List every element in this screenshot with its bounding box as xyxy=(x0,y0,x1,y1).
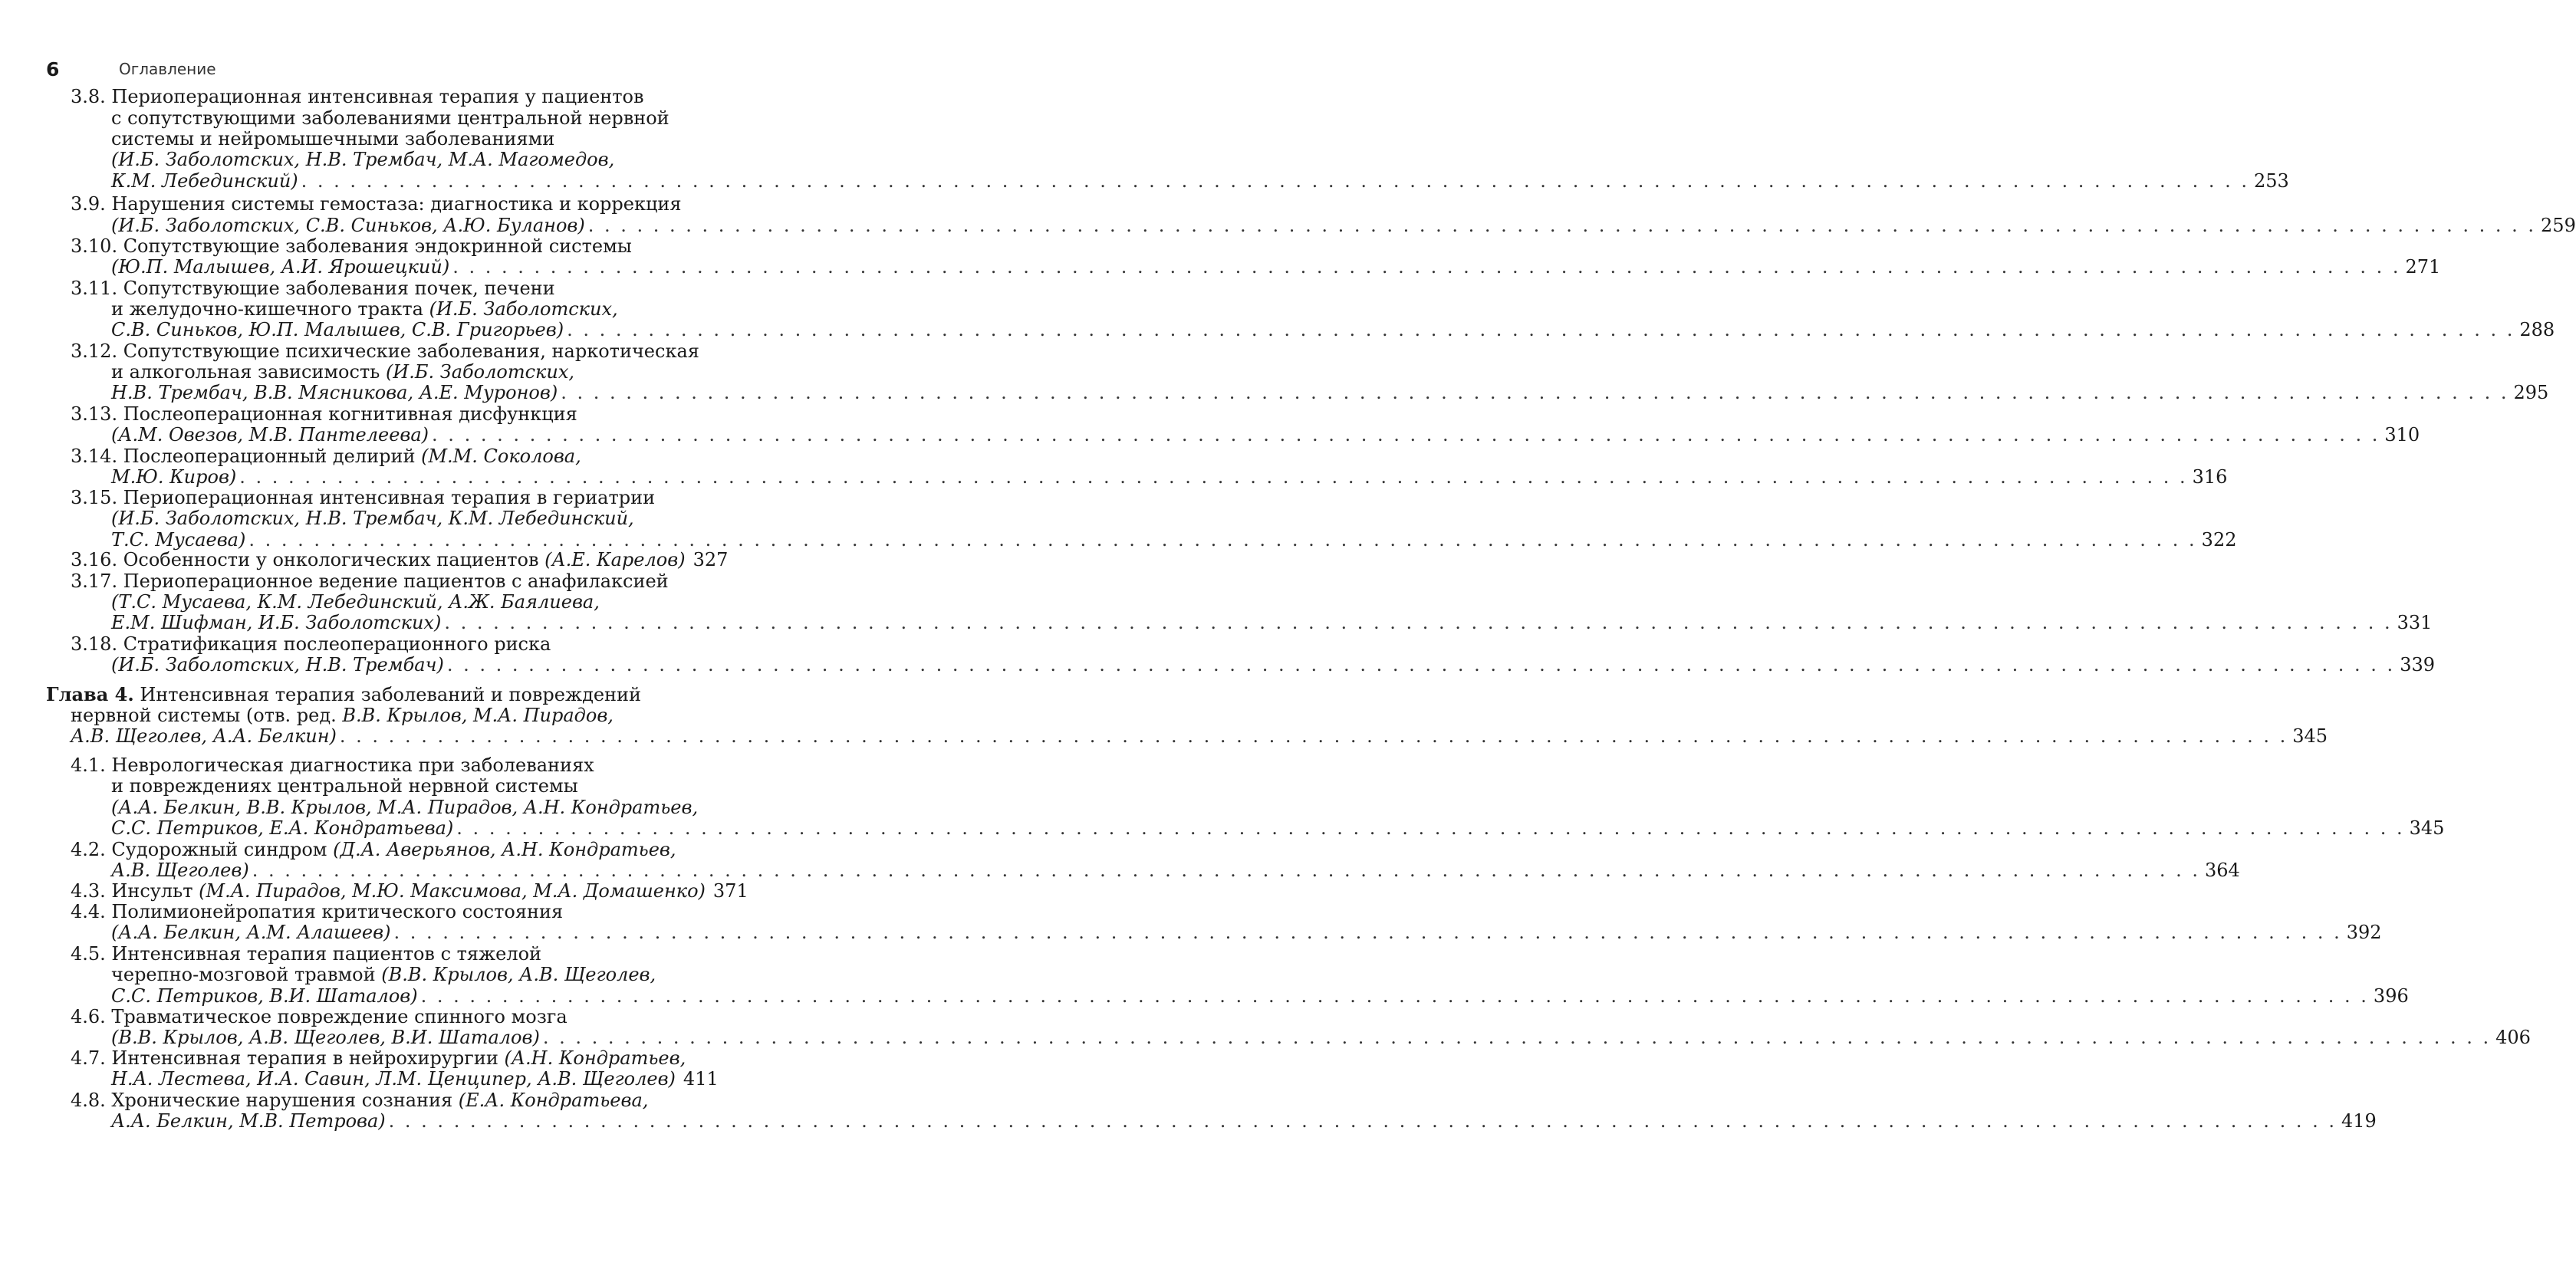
toc-entry-text xyxy=(111,797,698,818)
toc-entry-title: 3.10. Сопутствующие заболевания эндокринной системы xyxy=(71,235,632,257)
toc-entry-title: Т.С. Мусаева) xyxy=(111,529,246,551)
toc-entry-line xyxy=(71,278,555,299)
toc-entry-title: (В.В. Крылов, А.В. Щеголев, В.И. Шаталов) xyxy=(111,1027,540,1048)
toc-entry-authors: (Е.А. Кондратьева, xyxy=(458,1090,649,1111)
toc-entry-line xyxy=(71,839,676,860)
dot-leader: . . . . . . . . . . . . . . . . . . . . . . . . . . . . . . . . . . . . . . . . . . . . . . . . . . . . . . . . . . . . . . . . . . . . . . . . . . . . . . . . . . . . . . . . . . . . . . . . . . . . . . . . . . . . . . . . . . . . . . . . xyxy=(567,319,2515,340)
toc-entry-last-line xyxy=(111,1068,719,1090)
toc-entry-text xyxy=(111,654,444,676)
toc-entry-text xyxy=(111,107,669,129)
dot-leader: . . . . . . . . . . . . . . . . . . . . . . . . . . . . . . . . . . . . . . . . . . . . . . . . . . . . . . . . . . . . . . . . . . . . . . . . . . . . . . . . . . . . . . . . . . . . . . . . . . . . . . . . . . . . . . . . . . . . . . . . xyxy=(339,725,2288,747)
toc-entry-text xyxy=(111,215,585,236)
toc-entry-line xyxy=(111,128,554,150)
toc-entry-text xyxy=(111,1068,676,1090)
toc-page-number[interactable]: 271 xyxy=(2405,256,2441,278)
toc-entry-text xyxy=(71,278,555,299)
toc-entry-title: 4.2. Судорожный синдром xyxy=(71,839,327,860)
toc-entry-last-line xyxy=(71,725,2328,747)
toc-entry-title: 3.9. Нарушения системы гемостаза: диагностика и коррекция xyxy=(71,193,682,215)
toc-entry-last-line xyxy=(111,382,2549,403)
toc-entry-text xyxy=(71,901,563,922)
toc-entry-last-line xyxy=(111,654,2435,676)
toc-entry-title: (Ю.П. Малышев, А.И. Ярошецкий) xyxy=(111,256,450,278)
toc-page-number[interactable]: 364 xyxy=(2205,860,2240,881)
toc-entry-line xyxy=(71,633,551,655)
toc-entry-last-line xyxy=(111,529,2237,551)
dot-leader: . . . . . . . . . . . . . . . . . . . . . . . . . . . . . . . . . . . . . . . . . . . . . . . . . . . . . . . . . . . . . . . . . . . . . . . . . . . . . . . . . . . . . . . . . . . . . . . . . . . . . . . . . . . . . . . . . . . . . . . . xyxy=(542,1027,2492,1048)
toc-entry-title: 3.14. Послеоперационный делирий xyxy=(71,445,416,467)
toc-entry-title: 3.8. Периоперационная интенсивная терапия у пациентов xyxy=(71,86,644,107)
toc-entry-text xyxy=(111,382,558,403)
toc-entry-line xyxy=(71,403,577,425)
toc-entry-last-line xyxy=(111,1110,2377,1132)
toc-page-number[interactable]: 406 xyxy=(2495,1027,2531,1048)
toc-entry-text xyxy=(71,1006,568,1027)
toc-entry-title: (И.Б. Заболотских, Н.В. Трембач) xyxy=(111,654,444,676)
toc-entry-title: С.С. Петриков, В.И. Шаталов) xyxy=(111,985,418,1007)
toc-page-number[interactable]: 345 xyxy=(2409,817,2445,839)
toc-entry-text xyxy=(111,591,600,613)
toc-entry-text xyxy=(111,508,634,529)
toc-page-number[interactable]: 295 xyxy=(2513,382,2549,403)
toc-entry-title: 4.8. Хронические нарушения сознания xyxy=(71,1090,453,1111)
toc-entry-text xyxy=(71,235,632,257)
toc-entry-line xyxy=(71,943,541,965)
running-title: Оглавление xyxy=(119,60,216,78)
toc-entry-title: 4.1. Неврологическая диагностика при заболеваниях xyxy=(71,754,594,776)
toc-entry-text xyxy=(71,86,644,107)
dot-leader: . . . . . . . . . . . . . . . . . . . . . . . . . . . . . . . . . . . . . . . . . . . . . . . . . . . . . . . . . . . . . . . . . . . . . . . . . . . . . . . . . . . . . . . . . . . . . . . . . . . . . . . . . . . . . . . . . . . . . . . . xyxy=(444,612,2393,633)
running-head xyxy=(46,54,216,84)
toc-entry-title: (А.А. Белкин, В.В. Крылов, М.А. Пирадов, А.Н. Кондратьев, xyxy=(111,797,699,818)
toc-entry-line xyxy=(111,107,669,129)
toc-entry-last-line xyxy=(111,612,2433,633)
dot-leader: . . . . . . . . . . . . . . . . . . . . . . . . . . . . . . . . . . . . . . . . . . . . . . . . . . . . . . . . . . . . . . . . . . . . . . . . . . . . . . . . . . . . . . . . . . . . . . . . . . . . . . . . . . . . . . . . . . . . . . . . xyxy=(420,985,2369,1007)
toc-entry-line xyxy=(71,901,563,922)
toc-entry-title: (А.М. Овезов, М.В. Пантелеева) xyxy=(111,424,429,445)
toc-entry-text xyxy=(111,1027,540,1048)
toc-entry-title: Е.М. Шифман, И.Б. Заболотских) xyxy=(111,612,442,633)
toc-entry-text xyxy=(111,817,453,839)
toc-entry-text xyxy=(71,725,337,747)
toc-entry-title: С.С. Петриков, Е.А. Кондратьева) xyxy=(111,817,454,839)
toc-entry-text xyxy=(111,424,429,445)
dot-leader: . . . . . . . . . . . . . . . . . . . . . . . . . . . . . . . . . . . . . . . . . . . . . . . . . . . . . . . . . . . . . . . . . . . . . . . . . . . . . . . . . . . . . . . . . . . . . . . . . . . . . . . . . . . . . . . . . . . . . . . . xyxy=(456,817,2405,839)
toc-entry-title: 4.4. Полимионейропатия критического состояния xyxy=(71,901,564,922)
toc-page-number[interactable]: 411 xyxy=(683,1068,719,1090)
toc-entry-text xyxy=(111,922,390,943)
toc-entry-text xyxy=(111,860,249,881)
toc-entry-title: К.М. Лебединский) xyxy=(111,170,298,192)
toc-entry-line xyxy=(71,193,682,215)
toc-entry-text xyxy=(111,298,618,320)
toc-entry-text xyxy=(71,193,682,215)
dot-leader: . . . . . . . . . . . . . . . . . . . . . . . . . . . . . . . . . . . . . . . . . . . . . . . . . . . . . . . . . . . . . . . . . . . . . . . . . . . . . . . . . . . . . . . . . . . . . . . . . . . . . . . . . . . . . . . . . . . . . . . . xyxy=(301,170,2249,192)
toc-entry-line xyxy=(111,775,578,797)
toc-page-number[interactable]: 259 xyxy=(2541,215,2576,236)
toc-entry-line xyxy=(111,508,634,529)
toc-page-number[interactable]: 345 xyxy=(2292,725,2328,747)
toc-entry-text xyxy=(71,943,541,965)
toc-entry-title: 3.16. Особенности у онкологических пациентов xyxy=(71,549,539,570)
toc-entry-authors: (И.Б. Заболотских, xyxy=(429,298,618,320)
toc-entry-text xyxy=(111,466,236,488)
toc-page-number[interactable]: 371 xyxy=(712,880,748,902)
toc-entry-text xyxy=(71,880,706,902)
toc-entry-text xyxy=(71,570,669,592)
toc-entry-line xyxy=(71,487,655,508)
toc-entry-text xyxy=(71,705,614,726)
toc-entry-last-line xyxy=(111,1027,2531,1048)
toc-entry-line xyxy=(71,1006,568,1027)
toc-entry-line xyxy=(46,684,641,705)
toc-entry-title: 3.11. Сопутствующие заболевания почек, печени xyxy=(71,278,555,299)
toc-page-number[interactable]: 396 xyxy=(2373,985,2409,1007)
toc-entry-last-line xyxy=(111,922,2382,943)
toc-entry-line xyxy=(71,1047,686,1069)
toc-entry-text xyxy=(71,1047,686,1069)
toc-entry-title: 3.18. Стратификация послеоперационного риска xyxy=(71,633,551,655)
toc-entry-title: А.А. Белкин, М.В. Петрова) xyxy=(111,1110,386,1132)
toc-entry-last-line xyxy=(111,860,2240,881)
toc-entry-title: и желудочно-кишечного тракта xyxy=(111,298,423,320)
toc-entry-line xyxy=(71,1090,648,1111)
toc-entry-title: Н.В. Трембач, В.В. Мясникова, А.Е. Муронов) xyxy=(111,382,558,403)
toc-entry-line xyxy=(71,705,614,726)
toc-entry-line xyxy=(111,298,618,320)
toc-entry-title: 3.17. Периоперационное ведение пациентов с анафилаксией xyxy=(71,570,669,592)
toc-entry-text xyxy=(111,1110,386,1132)
chapter-label: Глава 4. xyxy=(46,683,134,705)
toc-entry-title: (И.Б. Заболотских, Н.В. Трембач, М.А. Магомедов, xyxy=(111,149,615,170)
toc-entry-text xyxy=(111,529,245,551)
toc-page-number[interactable]: 327 xyxy=(693,549,729,570)
toc-entry-title: (Т.С. Мусаева, К.М. Лебединский, А.Ж. Баялиева, xyxy=(111,591,600,613)
toc-entry-authors: (М.А. Пирадов, М.Ю. Максимова, М.А. Домашенко) xyxy=(199,880,706,902)
toc-entry-title: (И.Б. Заболотских, С.В. Синьков, А.Ю. Буланов) xyxy=(111,215,585,236)
toc-entry-title: М.Ю. Киров) xyxy=(111,466,237,488)
toc-entry-last-line xyxy=(111,466,2228,488)
toc-entry-title: С.В. Синьков, Ю.П. Малышев, С.В. Григорьев) xyxy=(111,319,564,340)
toc-entry-text xyxy=(111,361,574,383)
dot-leader: . . . . . . . . . . . . . . . . . . . . . . . . . . . . . . . . . . . . . . . . . . . . . . . . . . . . . . . . . . . . . . . . . . . . . . . . . . . . . . . . . . . . . . . . . . . . . . . . . . . . . . . . . . . . . . . . . . . . . . . . xyxy=(432,424,2380,445)
toc-entry-title: с сопутствующими заболеваниями центральной нервной xyxy=(111,107,669,129)
toc-entry-last-line xyxy=(111,170,2289,192)
toc-entry-title: Интенсивная терапия заболеваний и повреждений xyxy=(140,684,642,705)
toc-entry-title: системы и нейромышечными заболеваниями xyxy=(111,128,555,150)
dot-leader: . . . . . . . . . . . . . . . . . . . . . . . . . . . . . . . . . . . . . . . . . . . . . . . . . . . . . . . . . . . . . . . . . . . . . . . . . . . . . . . . . . . . . . . . . . . . . . . . . . . . . . . . . . . . . . . . . . . . . . . . xyxy=(239,466,2188,488)
toc-entry-title: нервной системы (отв. ред. xyxy=(71,705,337,726)
toc-entry-last-line xyxy=(111,319,2555,340)
toc-entry-line xyxy=(71,86,644,107)
toc-entry-text xyxy=(111,256,449,278)
toc-entry-line xyxy=(71,570,669,592)
dot-leader: . . . . . . . . . . . . . . . . . . . . . . . . . . . . . . . . . . . . . . . . . . . . . . . . . . . . . . . . . . . . . . . . . . . . . . . . . . . . . . . . . . . . . . . . . . . . . . . . . . . . . . . . . . . . . . . . . . . . . . . . xyxy=(561,382,2509,403)
toc-page-number[interactable]: 316 xyxy=(2192,466,2228,488)
toc-entry-last-line xyxy=(111,215,2576,236)
page-number: 6 xyxy=(46,58,60,81)
toc-entry-title: и повреждениях центральной нервной системы xyxy=(111,775,578,797)
toc-entry-text xyxy=(111,985,418,1007)
dot-leader: . . . . . . . . . . . . . . . . . . . . . . . . . . . . . . . . . . . . . . . . . . . . . . . . . . . . . . . . . . . . . . . . . . . . . . . . . . . . . . . . . . . . . . . . . . . . . . . . . . . . . . . . . . . . . . . . . . . . . . . . xyxy=(388,1110,2337,1132)
toc-entry-line xyxy=(71,754,594,776)
toc-entry-title: 4.6. Травматическое повреждение спинного мозга xyxy=(71,1006,568,1027)
toc-entry-title: Н.А. Лестева, И.А. Савин, Л.М. Ценципер, А.В. Щеголев) xyxy=(111,1068,676,1090)
dot-leader: . . . . . . . . . . . . . . . . . . . . . . . . . . . . . . . . . . . . . . . . . . . . . . . . . . . . . . . . . . . . . . . . . . . . . . . . . . . . . . . . . . . . . . . . . . . . . . . . . . . . . . . . . . . . . . . . . . . . . . . . xyxy=(587,215,2537,236)
toc-entry-text xyxy=(71,633,551,655)
toc-entry-authors: В.В. Крылов, М.А. Пирадов, xyxy=(342,705,614,726)
toc-entry-title: 4.3. Инсульт xyxy=(71,880,193,902)
dot-leader: . . . . . . . . . . . . . . . . . . . . . . . . . . . . . . . . . . . . . . . . . . . . . . . . . . . . . . . . . . . . . . . . . . . . . . . . . . . . . . . . . . . . . . . . . . . . . . . . . . . . . . . . . . . . . . . . . . . . . . . . xyxy=(446,654,2396,676)
toc-entry-authors: (М.М. Соколова, xyxy=(421,445,581,467)
toc-entry-title: и алкогольная зависимость xyxy=(111,361,380,383)
toc-entry-title: (А.А. Белкин, А.М. Алашеев) xyxy=(111,922,391,943)
toc-entry-authors: (А.Н. Кондратьев, xyxy=(504,1047,686,1069)
toc-entry-line xyxy=(111,797,698,818)
toc-entry-authors: (В.В. Крылов, А.В. Щеголев, xyxy=(381,964,656,985)
toc-entry-line xyxy=(71,340,699,362)
toc-entry-text xyxy=(111,612,441,633)
toc-entry-authors: (Д.А. Аверьянов, А.Н. Кондратьев, xyxy=(333,839,676,860)
toc-entry-title: А.В. Щеголев, А.А. Белкин) xyxy=(71,725,337,747)
toc-entry-title: А.В. Щеголев) xyxy=(111,860,249,881)
toc-entry-text xyxy=(111,964,656,985)
toc-page-number[interactable]: 322 xyxy=(2201,529,2237,551)
toc-entry-line xyxy=(111,964,656,985)
toc-entry-line xyxy=(71,235,632,257)
toc-entry-text xyxy=(46,684,641,705)
toc-entry-authors: (И.Б. Заболотских, xyxy=(385,361,574,383)
toc-entry-title: (И.Б. Заболотских, Н.В. Трембач, К.М. Лебединский, xyxy=(111,508,634,529)
toc-entry-text xyxy=(71,445,581,467)
toc-page-number[interactable]: 392 xyxy=(2346,922,2382,943)
toc-entry-authors: (А.Е. Карелов) xyxy=(544,549,686,570)
toc-entry-title: 3.13. Послеоперационная когнитивная дисфункция xyxy=(71,403,577,425)
toc-page-number[interactable]: 339 xyxy=(2400,654,2435,676)
dot-leader: . . . . . . . . . . . . . . . . . . . . . . . . . . . . . . . . . . . . . . . . . . . . . . . . . . . . . . . . . . . . . . . . . . . . . . . . . . . . . . . . . . . . . . . . . . . . . . . . . . . . . . . . . . . . . . . . . . . . . . . . xyxy=(248,529,2197,551)
toc-entry-line xyxy=(71,445,581,467)
toc-page-number[interactable]: 288 xyxy=(2519,319,2555,340)
toc-entry-last-line xyxy=(111,256,2441,278)
dot-leader: . . . . . . . . . . . . . . . . . . . . . . . . . . . . . . . . . . . . . . . . . . . . . . . . . . . . . . . . . . . . . . . . . . . . . . . . . . . . . . . . . . . . . . . . . . . . . . . . . . . . . . . . . . . . . . . . . . . . . . . . xyxy=(252,860,2200,881)
toc-entry-text xyxy=(71,487,655,508)
toc-page-number[interactable]: 331 xyxy=(2397,612,2433,633)
toc-page-number[interactable]: 253 xyxy=(2253,170,2289,192)
toc-entry-text xyxy=(71,754,594,776)
toc-entry-title: 4.7. Интенсивная терапия в нейрохирургии xyxy=(71,1047,498,1069)
toc-entry-title: черепно-мозговой травмой xyxy=(111,964,376,985)
dot-leader: . . . . . . . . . . . . . . . . . . . . . . . . . . . . . . . . . . . . . . . . . . . . . . . . . . . . . . . . . . . . . . . . . . . . . . . . . . . . . . . . . . . . . . . . . . . . . . . . . . . . . . . . . . . . . . . . . . . . . . . . xyxy=(393,922,2342,943)
toc-entry-text xyxy=(71,549,686,570)
toc-entry-line xyxy=(111,149,614,170)
toc-entry-text xyxy=(71,340,699,362)
toc-entry-text xyxy=(111,775,578,797)
toc-entry-title: 3.15. Периоперационная интенсивная терапия в гериатрии xyxy=(71,487,656,508)
toc-entry-last-line xyxy=(71,549,729,570)
toc-entry-title: 3.12. Сопутствующие психические заболевания, наркотическая xyxy=(71,340,699,362)
toc-page-number[interactable]: 310 xyxy=(2384,424,2420,445)
toc-entry-text xyxy=(111,128,554,150)
toc-entry-text xyxy=(111,170,298,192)
dot-leader: . . . . . . . . . . . . . . . . . . . . . . . . . . . . . . . . . . . . . . . . . . . . . . . . . . . . . . . . . . . . . . . . . . . . . . . . . . . . . . . . . . . . . . . . . . . . . . . . . . . . . . . . . . . . . . . . . . . . . . . . xyxy=(452,256,2401,278)
toc-entry-last-line xyxy=(111,424,2420,445)
toc-entry-title: 4.5. Интенсивная терапия пациентов с тяжелой xyxy=(71,943,542,965)
toc-entry-text xyxy=(111,149,614,170)
toc-page-number[interactable]: 419 xyxy=(2341,1110,2377,1132)
toc-entry-text xyxy=(71,403,577,425)
toc-entry-text xyxy=(71,1090,648,1111)
toc-entry-last-line xyxy=(71,880,748,902)
toc-entry-text xyxy=(111,319,564,340)
toc-entry-text xyxy=(71,839,676,860)
toc-entry-last-line xyxy=(111,985,2409,1007)
toc-entry-last-line xyxy=(111,817,2445,839)
toc-entry-line xyxy=(111,361,574,383)
toc-entry-line xyxy=(111,591,600,613)
